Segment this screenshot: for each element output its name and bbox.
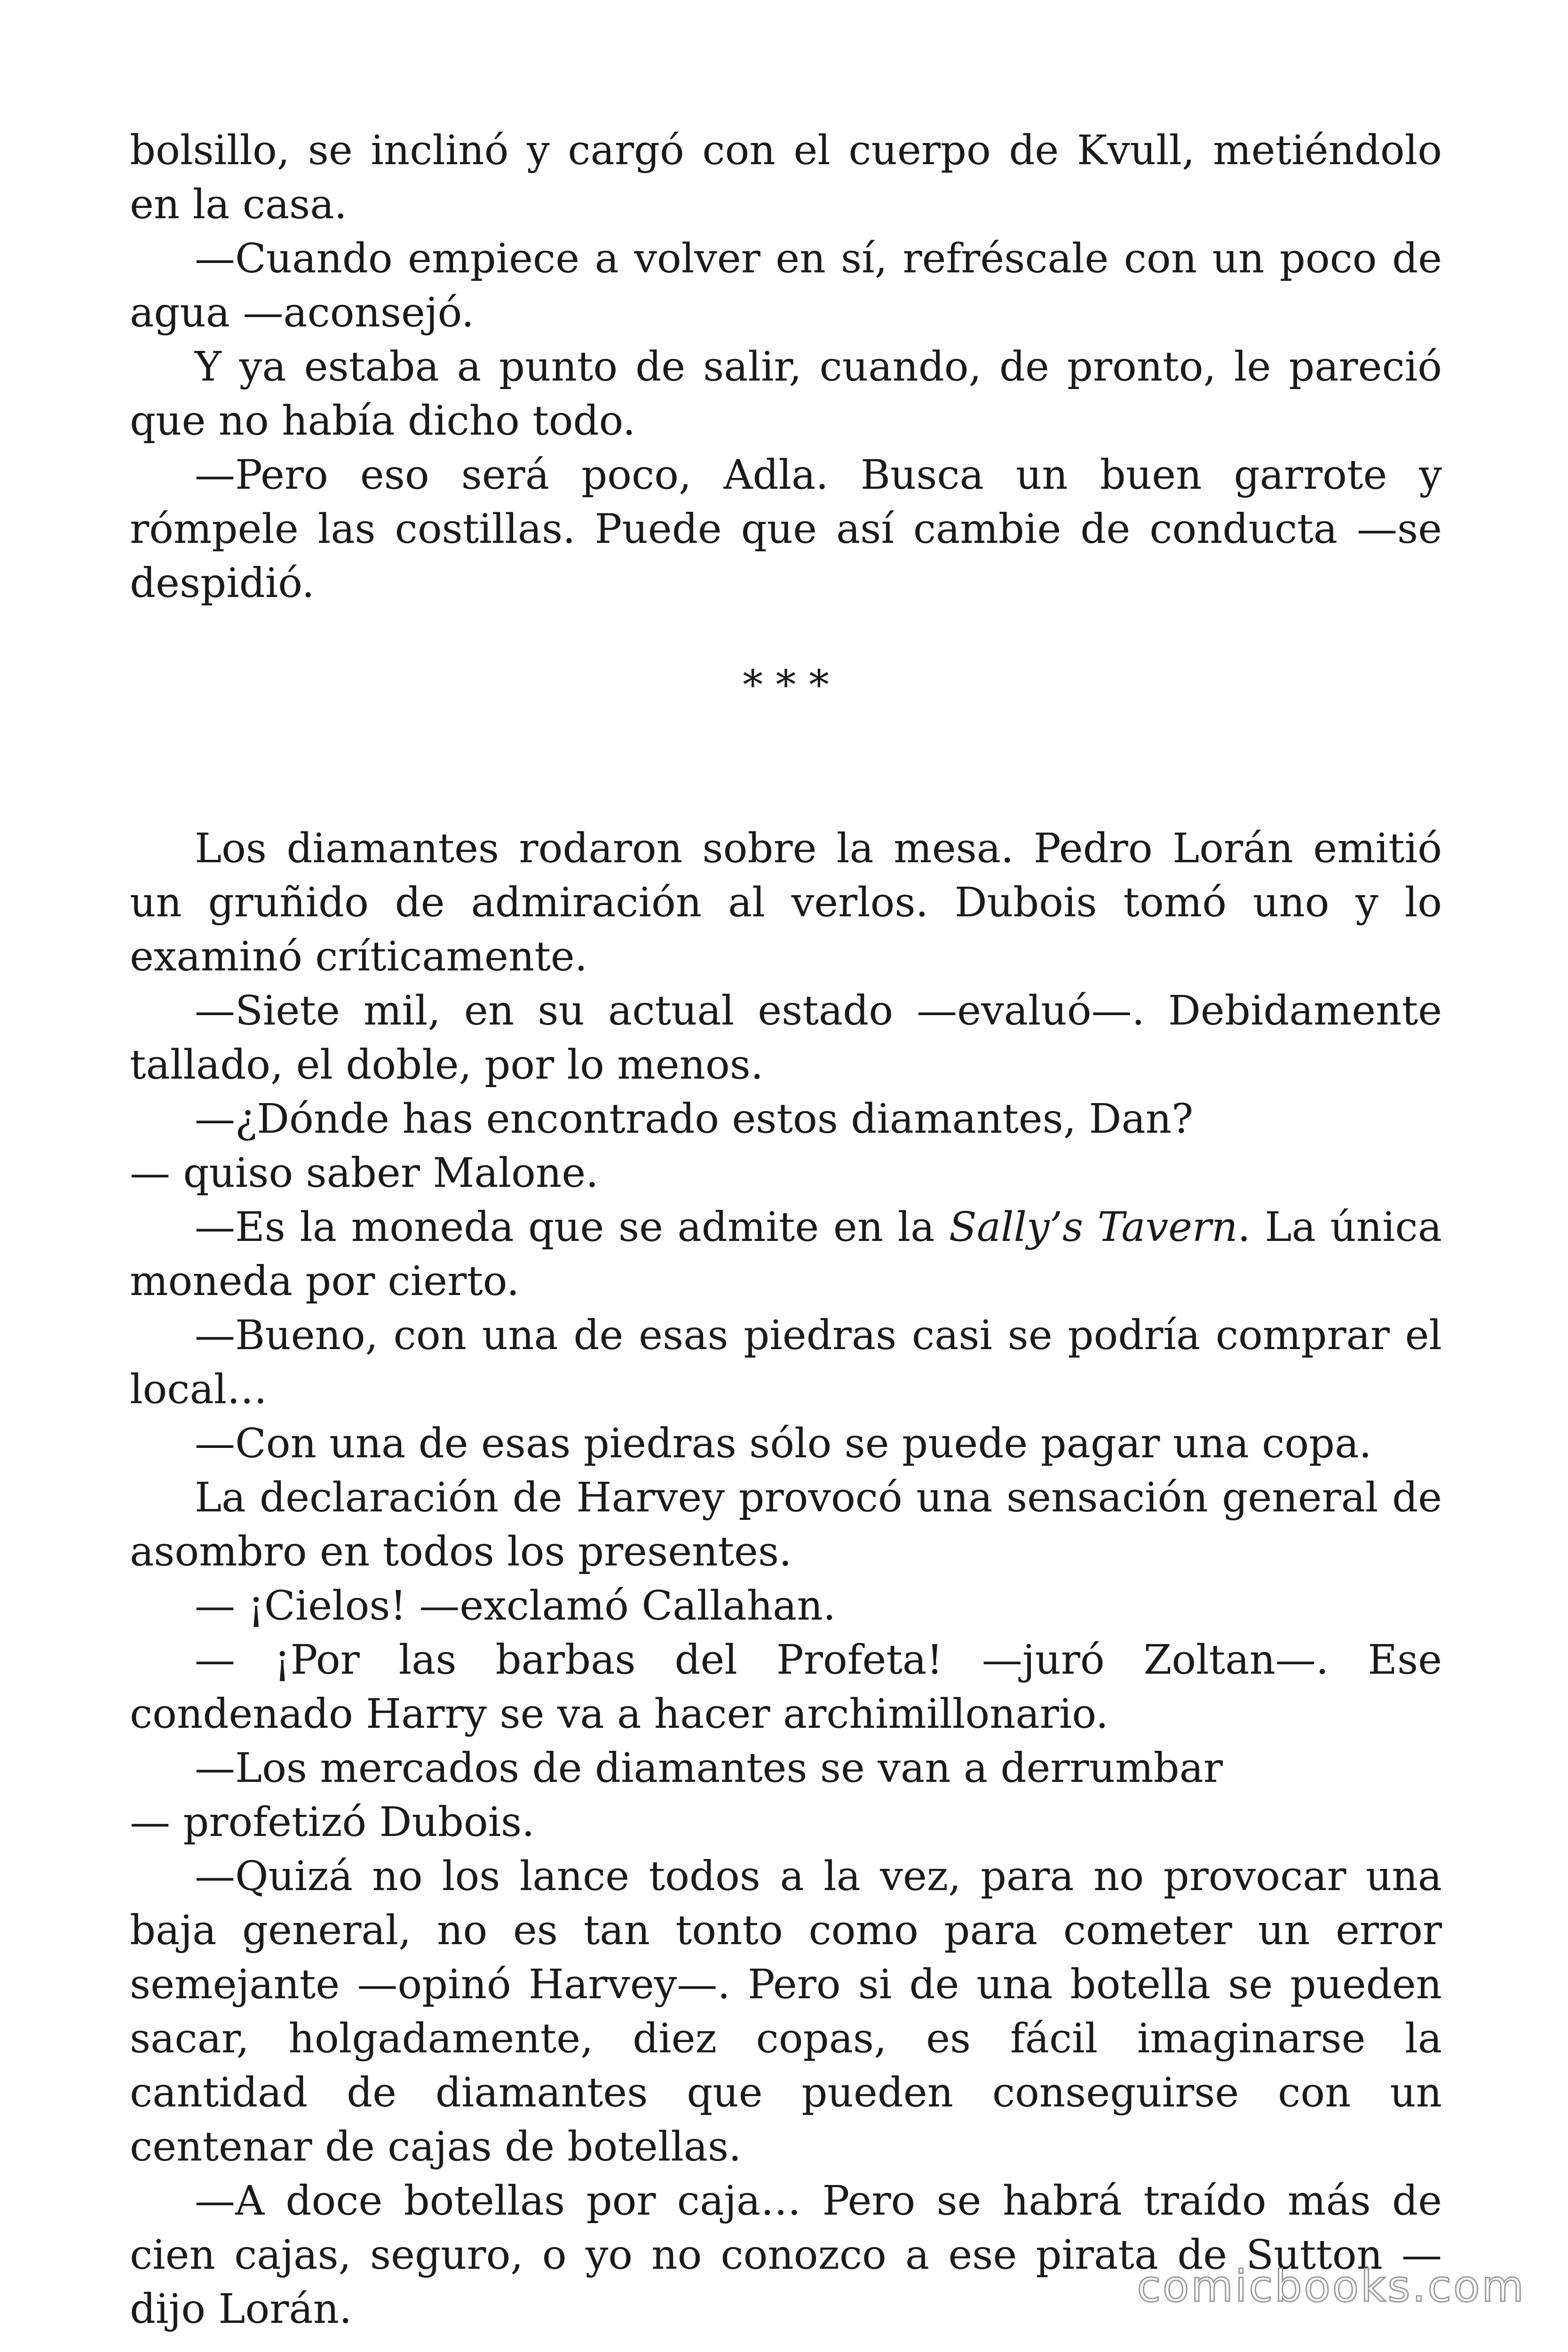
paragraph-dialogue: —Siete mil, en su actual estado —evaluó—. Debidamente tallado, el doble, por lo menos. [130, 987, 1442, 1089]
tavern-name-italic: Sally’s Tavern [949, 1204, 1238, 1251]
watermark: comicbooks.com [1137, 2261, 1526, 2312]
paragraph-dialogue: —Quizá no los lance todos a la vez, para no provocar una baja general, no es tan tonto como para cometer un error semejante —opinó Harvey—. Pero si de una botella se pueden sacar, holgadamente, diez copas, es fácil imaginarse la cantidad de diamantes que pueden conseguirse con un centenar de cajas de botellas. [130, 1853, 1442, 2170]
paragraph-dialogue: —Cuando empiece a volver en sí, refréscale con un poco de agua —aconsejó. [130, 235, 1442, 336]
paragraph-dialogue: — ¡Por las barbas del Profeta! —juró Zoltan—. Ese condenado Harry se va a hacer archimillonario. [130, 1637, 1442, 1738]
dialogue-text: . La única moneda por cierto. [130, 1204, 1442, 1305]
paragraph-dialogue-tag: — profetizó Dubois. [130, 1799, 535, 1846]
paragraph-dialogue: —Los mercados de diamantes se van a derrumbar [195, 1745, 1223, 1792]
paragraph-dialogue: — ¡Cielos! —exclamó Callahan. [195, 1582, 836, 1629]
paragraph-dialogue: —Pero eso será poco, Adla. Busca un buen garrote y rómpele las costillas. Puede que así cambie de conducta —se despidió. [130, 452, 1442, 607]
paragraph-continuation: bolsillo, se inclinó y cargó con el cuerpo de Kvull, metiéndolo en la casa. [130, 127, 1442, 228]
paragraph-dialogue [130, 1200, 1442, 1309]
paragraph-dialogue: —A doce botellas por caja… Pero se habrá traído más de cien cajas, seguro, o yo no conozco a ese pirata de Sutton —dijo Lorán. [130, 2177, 1442, 2333]
paragraph-dialogue: —¿Dónde has encontrado estos diamantes, Dan? [195, 1096, 1194, 1143]
paragraph-dialogue: —Bueno, con una de esas piedras casi se podría comprar el local… [130, 1312, 1442, 1413]
paragraph-dialogue-tag: — quiso saber Malone. [130, 1150, 599, 1197]
paragraph: La declaración de Harvey provocó una sensación general de asombro en todos los presentes. [130, 1474, 1442, 1575]
scene-break: * * * [743, 662, 829, 709]
book-page [130, 124, 1442, 2336]
dialogue-text: —Es la moneda que se admite en la [195, 1204, 949, 1251]
paragraph: Los diamantes rodaron sobre la mesa. Pedro Lorán emitió un gruñido de admiración al verlos. Dubois tomó uno y lo examinó críticamente. [130, 825, 1442, 980]
paragraph: Y ya estaba a punto de salir, cuando, de pronto, le pareció que no había dicho todo. [130, 343, 1442, 445]
paragraph-dialogue: —Con una de esas piedras sólo se puede pagar una copa. [195, 1420, 1372, 1467]
